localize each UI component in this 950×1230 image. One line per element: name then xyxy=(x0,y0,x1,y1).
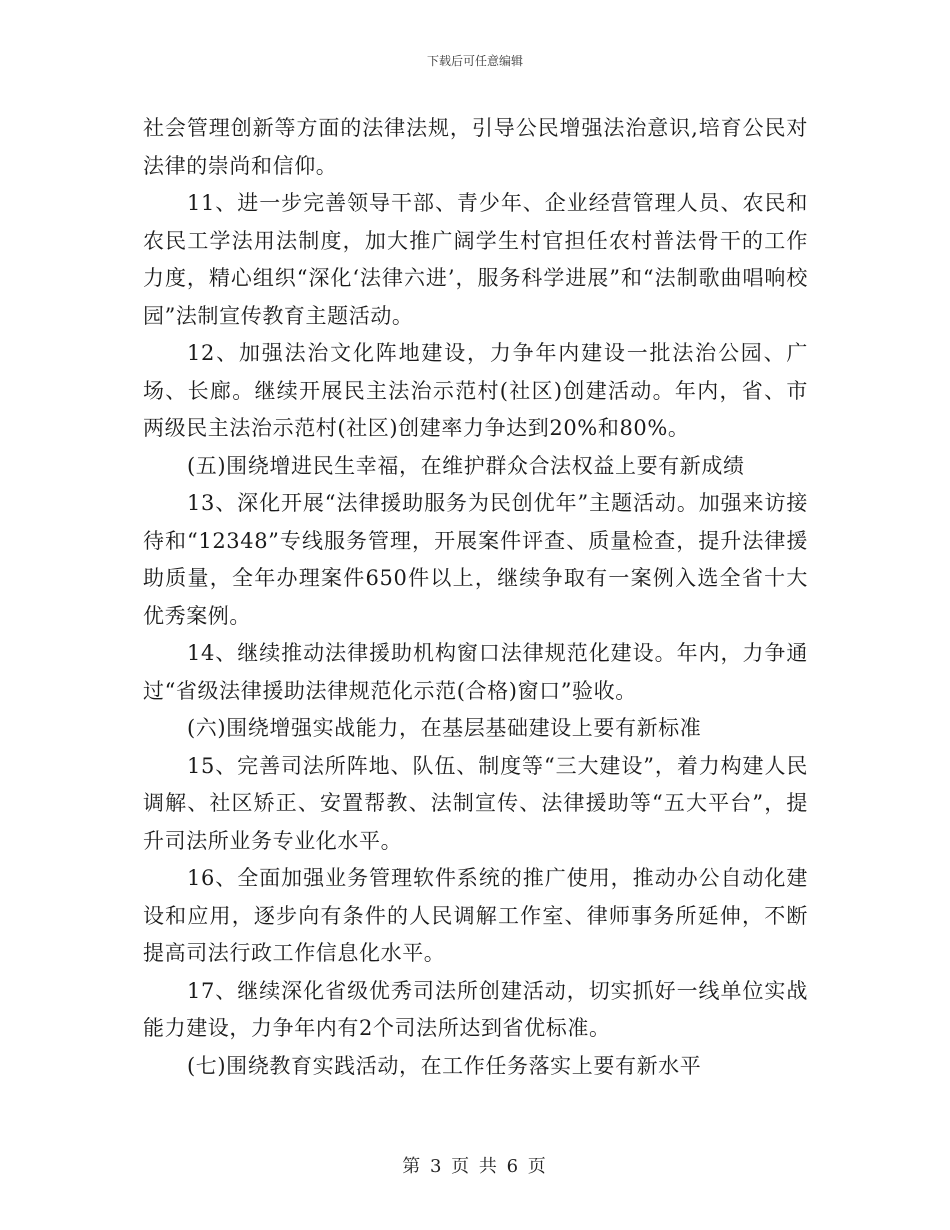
section-heading: (七)围绕教育实践活动，在工作任务落实上要有新水平 xyxy=(187,1053,702,1078)
paragraph: 社会管理创新等方面的法律法规，引导公民增强法治意识,培育公民对法律的崇尚和信仰。 xyxy=(143,116,808,178)
document-body xyxy=(143,110,808,1085)
paragraph: 13、深化开展“法律援助服务为民创优年”主题活动。加强来访接待和“12348”专线服务管理，开展案件评查、质量检查，提升法律援助质量，全年办理案件650件以上，继续争取有一案例入选全省十大优秀案例。 xyxy=(143,491,808,628)
page-number: 第 3 页 共 6 页 xyxy=(402,1156,548,1177)
section-heading: (六)围绕增强实战能力，在基层基础建设上要有新标准 xyxy=(187,716,702,740)
paragraph: 11、进一步完善领导干部、青少年、企业经营管理人员、农民和农民工学法用法制度，加大推广阔学生村官担任农村普法骨干的工作力度，精心组织“深化‘法律六进’，服务科学进展”和“法制歌曲唱响校园”法制宣传教育主题活动。 xyxy=(143,191,808,328)
section-heading: (五)围绕增进民生幸福，在维护群众合法权益上要有新成绩 xyxy=(187,453,745,478)
page-header: 下载后可任意编辑 xyxy=(426,54,523,68)
paragraph: 14、继续推动法律援助机构窗口法律规范化建设。年内，力争通过“省级法律援助法律规范化示范(合格)窗口”验收。 xyxy=(143,641,808,703)
paragraph: 15、完善司法所阵地、队伍、制度等“三大建设”，着力构建人民调解、社区矫正、安置帮教、法制宣传、法律援助等“五大平台”，提升司法所业务专业化水平。 xyxy=(143,753,808,853)
paragraph: 12、加强法治文化阵地建设，力争年内建设一批法治公园、广场、长廊。继续开展民主法治示范村(社区)创建活动。年内，省、市两级民主法治示范村(社区)创建率力争达到20%和80%。 xyxy=(143,341,808,440)
paragraph: 16、全面加强业务管理软件系统的推广使用，推动办公自动化建设和应用，逐步向有条件的人民调解工作室、律师事务所延伸，不断提高司法行政工作信息化水平。 xyxy=(143,866,808,965)
paragraph: 17、继续深化省级优秀司法所创建活动，切实抓好一线单位实战能力建设，力争年内有2个司法所达到省优标准。 xyxy=(143,978,808,1040)
